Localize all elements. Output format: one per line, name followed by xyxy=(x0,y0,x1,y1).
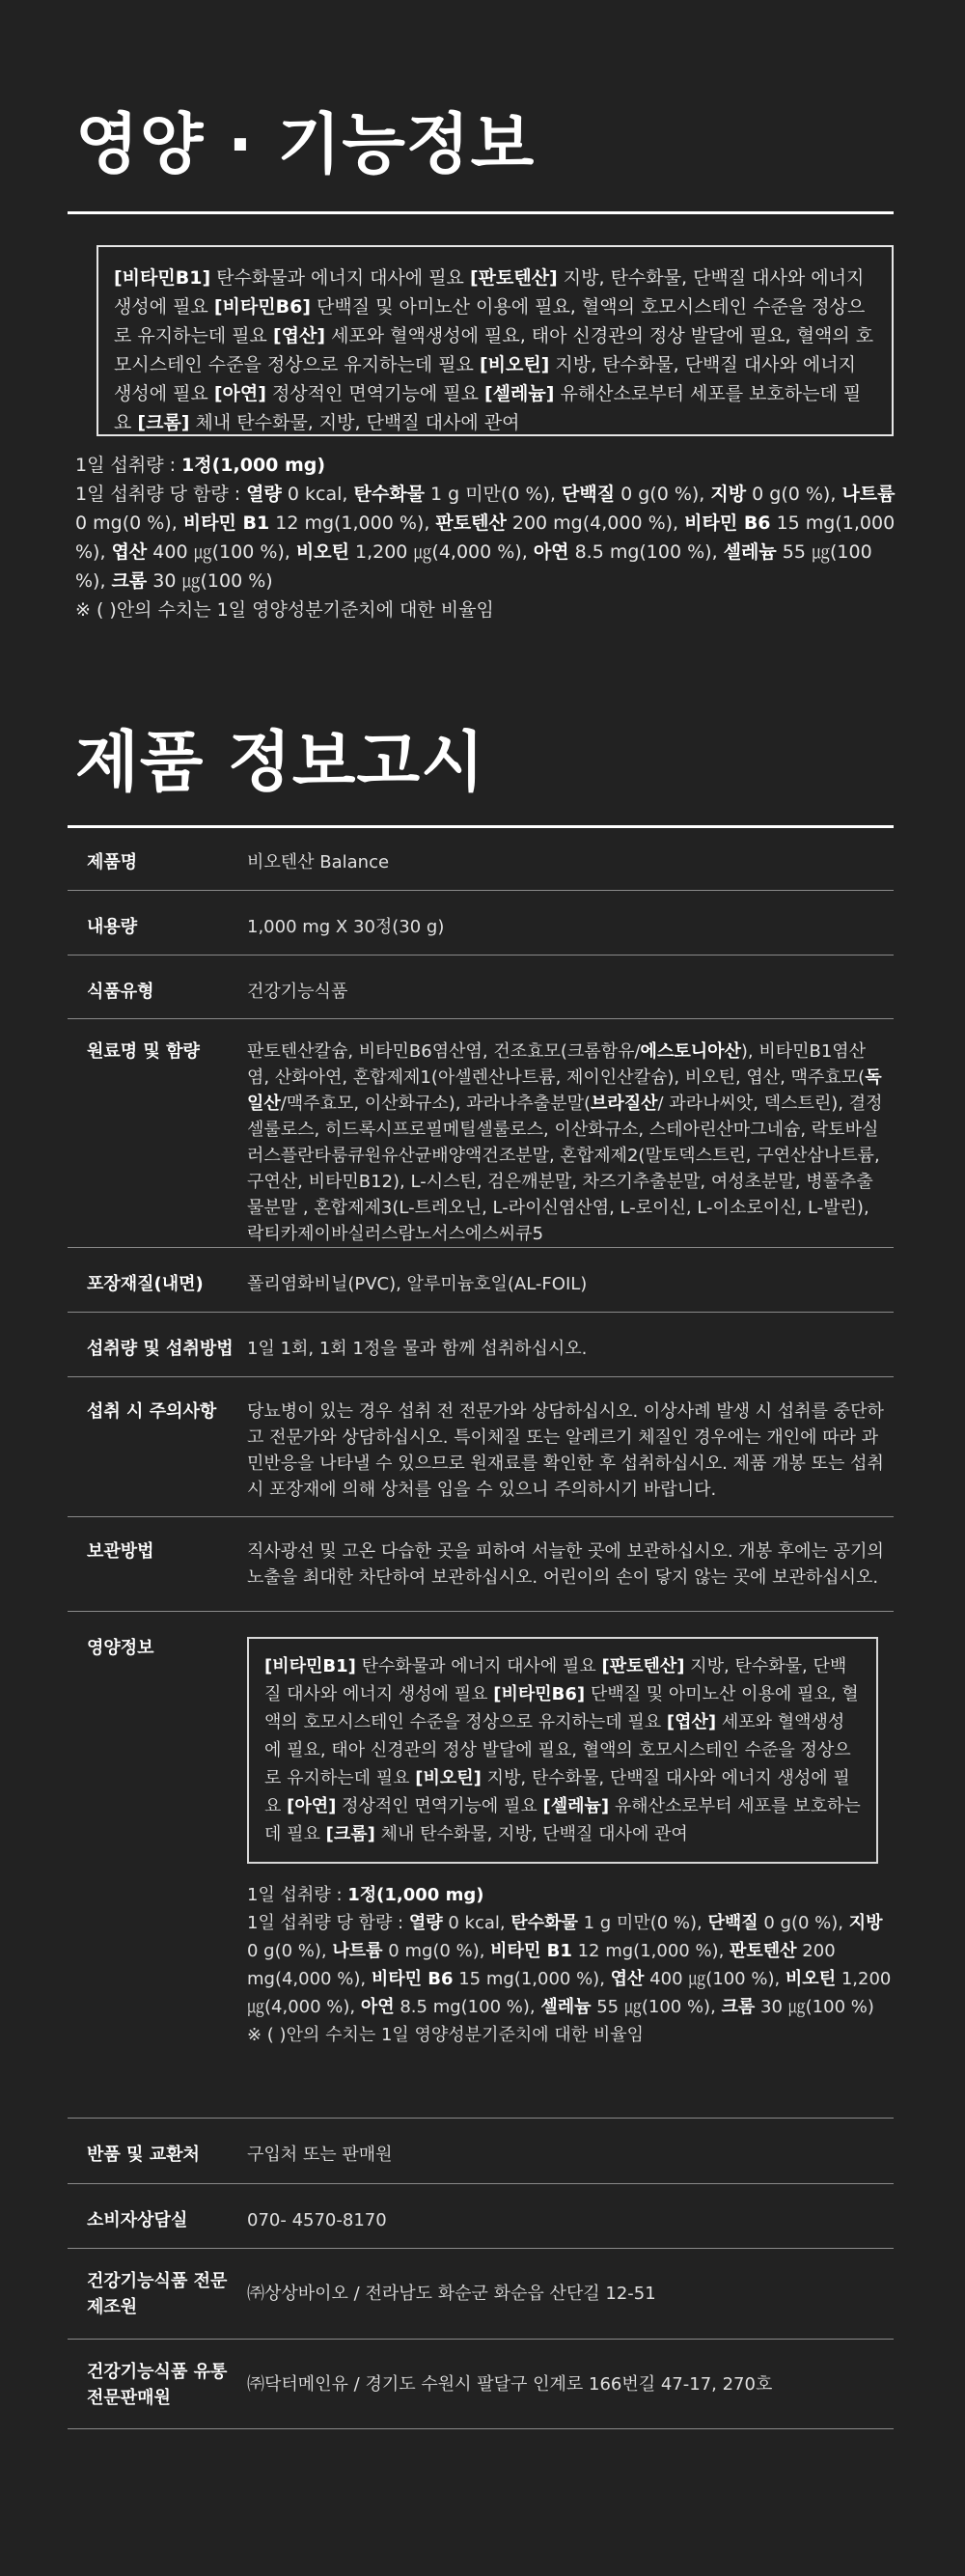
origin-country: 브라질산 xyxy=(590,1093,658,1114)
origin-country: 독일산 xyxy=(247,1066,882,1114)
function-desc: 지방, 탄수화물, 단백질 대사와 에너지 생성에 필요 xyxy=(114,267,865,318)
nutrient-name: 엽산 xyxy=(610,1968,645,1989)
function-desc: 정상적인 면역기능에 필요 xyxy=(336,1795,543,1816)
nutrient-value: 0 mg(0 %), xyxy=(382,1940,491,1961)
nutrient-name: 나트륨 xyxy=(841,484,896,505)
function-desc: 세포와 혈액생성에 필요, 태아 신경관의 정상 발달에 필요, 혈액의 호모시스테인 수준을 정상으로 유지하는데 필요 xyxy=(264,1711,851,1788)
daily-intake: 1일 섭취량 : 1정(1,000 mg) xyxy=(247,1884,484,1905)
nutrient-value: 0 g(0 %), xyxy=(247,1940,333,1961)
per-intake-label: 1일 섭취량 당 함량 : xyxy=(75,484,247,505)
function-tag: [비타민B1] xyxy=(264,1655,356,1676)
table-row xyxy=(68,1376,894,1516)
nutrient-name: 열량 xyxy=(246,484,282,505)
nutrient-value: 8.5 mg(100 %), xyxy=(568,541,724,563)
nutrient-name: 엽산 xyxy=(111,541,148,563)
nutrient-name: 셀레늄 xyxy=(723,541,777,563)
nutrient-name: 열량 xyxy=(408,1912,443,1933)
nutrient-value: 400 ㎍(100 %), xyxy=(147,541,296,563)
nutrient-name: 지방 xyxy=(848,1912,883,1933)
footnote: ※ ( )안의 수치는 1일 영양성분기준치에 대한 비율임 xyxy=(75,599,494,621)
nutrition-function-title: 영양 · 기능정보 xyxy=(75,107,536,183)
row-key: 원료명 및 함량 xyxy=(68,1018,247,1247)
table-row xyxy=(68,1312,894,1376)
nutrient-value: 1,200 ㎍(4,000 %), xyxy=(348,541,534,563)
nutrient-value: 12 mg(1,000 %), xyxy=(269,512,436,534)
function-desc: 체내 탄수화물, 지방, 단백질 대사에 관여 xyxy=(189,412,520,433)
product-info-title: 제품 정보고시 xyxy=(75,725,485,801)
row-key: 내용량 xyxy=(68,890,247,955)
function-desc: 지방, 탄수화물, 단백질 대사와 에너지 생성에 필요 xyxy=(264,1767,850,1816)
nutrient-value: 0 g(0 %), xyxy=(758,1912,849,1933)
nutrient-value: 200 mg(4,000 %), xyxy=(247,1940,836,1989)
nutrient-value: 0 kcal, xyxy=(442,1912,511,1933)
function-tag: [크롬] xyxy=(137,412,190,433)
table-row xyxy=(68,2339,894,2428)
function-desc: 단백질 및 아미노산 이용에 필요, 혈액의 호모시스테인 수준을 정상으로 유지하는데 필요 xyxy=(264,1683,859,1732)
nutrient-value: 15 mg(1,000 %), xyxy=(75,512,896,563)
function-tag: [비타민B1] xyxy=(114,267,211,289)
nutrient-value: 1 g 미만(0 %), xyxy=(577,1912,708,1933)
function-desc: 체내 탄수화물, 지방, 단백질 대사에 관여 xyxy=(374,1823,688,1844)
nutrient-name: 단백질 xyxy=(562,484,616,505)
nutrient-value: 0 g(0 %), xyxy=(746,484,842,505)
row-key: 섭취 시 주의사항 xyxy=(68,1376,247,1516)
table-row xyxy=(68,955,894,1018)
row-value: 폴리염화비닐(PVC), 알루미늄호일(AL-FOIL) xyxy=(247,1247,894,1312)
function-tag: [셀레늄] xyxy=(542,1795,610,1816)
ingredient-text: /맥주효모, 이산화규소), 과라나추출분말( xyxy=(280,1093,591,1114)
function-tag: [엽산] xyxy=(272,325,326,346)
nutrient-value: 0 kcal, xyxy=(281,484,354,505)
function-tag: [크롬] xyxy=(325,1823,375,1844)
nutrient-name: 셀레늄 xyxy=(540,1996,592,2017)
row-value: 비오텐산 Balance xyxy=(247,826,894,890)
function-tag: [아연] xyxy=(213,383,266,404)
ingredients-value xyxy=(247,1018,894,1247)
ingredient-text: 판토텐산칼슘, 비타민B6염산염, 건조효모(크롬함유/ xyxy=(247,1040,641,1062)
row-value: 당뇨병이 있는 경우 섭취 전 전문가와 상담하십시오. 이상사례 발생 시 섭취를 중단하고 전문가와 상담하십시오. 특이체질 또는 알레르기 체질인 경우에는 개인에 따라 과민반응을 나타낼 수 있으므로 원재료를 확인한 후 섭취하십시오. 제품 개봉 또는 섭취 시 포장재에 의해 상처를 입을 수 있으니 주의하시기 바랍니다. xyxy=(247,1376,894,1516)
nutrient-value: 0 g(0 %), xyxy=(615,484,711,505)
row-value: ㈜상상바이오 / 전라남도 화순군 화순읍 산단길 12-51 xyxy=(247,2248,894,2339)
nutrient-name: 크롬 xyxy=(111,570,148,592)
row-key: 보관방법 xyxy=(68,1516,247,1611)
intake-info-2 xyxy=(247,1881,894,2049)
nutrient-name: 지방 xyxy=(710,484,747,505)
nutrient-name: 나트륨 xyxy=(332,1940,383,1961)
nutrient-value: 1,200 ㎍(4,000 %), xyxy=(247,1968,892,2017)
nutrient-name: 비타민 B6 xyxy=(684,512,771,534)
function-list xyxy=(264,1656,861,1844)
table-row xyxy=(68,2248,894,2339)
nutrient-value: 200 mg(4,000 %), xyxy=(506,512,685,534)
function-tag: [비오틴] xyxy=(415,1767,482,1788)
table-row xyxy=(68,1516,894,1611)
function-tag: [비오틴] xyxy=(479,354,550,375)
nutrient-value: 400 ㎍(100 %), xyxy=(644,1968,786,1989)
function-info-box xyxy=(96,245,894,436)
row-key: 영양정보 xyxy=(68,1611,247,2118)
title-divider xyxy=(68,211,894,214)
function-desc: 유해산소로부터 세포를 보호하는데 필요 xyxy=(264,1795,861,1844)
nutrient-name: 비오틴 xyxy=(295,541,349,563)
nutrient-name: 아연 xyxy=(533,541,569,563)
nutrient-name: 비타민 B1 xyxy=(182,512,270,534)
function-desc: 단백질 및 아미노산 이용에 필요, 혈액의 호모시스테인 수준을 정상으로 유지하는데 필요 xyxy=(114,296,866,346)
function-desc: 유해산소로부터 세포를 보호하는데 필요 xyxy=(114,383,862,433)
nutrient-value: 30 ㎍(100 %) xyxy=(147,570,273,592)
row-key: 포장재질(내면) xyxy=(68,1247,247,1312)
function-tag: [셀레늄] xyxy=(484,383,555,404)
per-intake-label: 1일 섭취량 당 함량 : xyxy=(247,1912,409,1933)
nutrient-value: 8.5 mg(100 %), xyxy=(394,1996,541,2017)
nutrient-name: 탄수화물 xyxy=(353,484,425,505)
nutrient-value: 55 ㎍(100 %), xyxy=(591,1996,722,2017)
function-desc: 정상적인 면역기능에 필요 xyxy=(265,383,484,404)
table-row xyxy=(68,826,894,890)
ingredient-text: / 과라나씨앗, 덱스트린), 결정셀룰로스, 히드록시프로필메틸셀룰로스, 이산화규소, 스테아린산마그네슘, 락토바실러스플란타룸큐원유산균배양액건조분말, 혼합제제2(말토덱스트린, 구연산삼나트륨, 구연산, 비타민B12), L-시스틴, 검은깨분말, 차즈기추출분말, 여성초분말, 병풀추출물분말 , 혼합제제3(L-트레오닌, L-라이신염산염, L-로이신, L-이소로이신, L-발린), 락티카제이바실러스람노서스에스씨큐5 xyxy=(247,1093,883,1244)
nutrient-content xyxy=(247,1909,894,2021)
row-value: 070- 4570-8170 xyxy=(247,2183,894,2248)
row-value: 직사광선 및 고온 다습한 곳을 피하여 서늘한 곳에 보관하십시오. 개봉 후에는 공기의 노출을 최대한 차단하여 보관하십시오. 어린이의 손이 닿지 않는 곳에 보관하십시오. xyxy=(247,1516,894,1611)
table-row xyxy=(68,1611,894,2118)
nutrient-value: 55 ㎍(100 %), xyxy=(75,541,872,592)
nutrient-name: 아연 xyxy=(360,1996,395,2017)
nutrient-name: 판토텐산 xyxy=(730,1940,797,1961)
nutrient-value: 0 mg(0 %), xyxy=(75,512,183,534)
nutrient-name: 비타민 B6 xyxy=(371,1968,454,1989)
function-desc: 세포와 혈액생성에 필요, 태아 신경관의 정상 발달에 필요, 혈액의 호모시스테인 수준을 정상으로 유지하는데 필요 xyxy=(114,325,874,375)
intake-info xyxy=(75,451,905,624)
nutrient-name: 비오틴 xyxy=(785,1968,837,1989)
footnote: ※ ( )안의 수치는 1일 영양성분기준치에 대한 비율임 xyxy=(247,2024,645,2045)
table-row xyxy=(68,890,894,955)
row-key: 식품유형 xyxy=(68,955,247,1018)
function-desc: 탄수화물과 에너지 대사에 필요 xyxy=(210,267,470,289)
row-key: 섭취량 및 섭취방법 xyxy=(68,1312,247,1376)
ingredient-text: ), 비타민B1염산염, 산화아연, 혼합제제1(아셀렌산나트륨, 제이인산칼슘), 비오틴, 엽산, 맥주효모( xyxy=(247,1040,867,1088)
product-info-table xyxy=(68,826,894,2429)
origin-country: 에스토니아산 xyxy=(640,1040,741,1062)
nutrient-name: 단백질 xyxy=(707,1912,758,1933)
row-value: 구입처 또는 판매원 xyxy=(247,2118,894,2183)
function-tag: [엽산] xyxy=(666,1711,717,1732)
nutrient-name: 크롬 xyxy=(721,1996,756,2017)
row-value: 건강기능식품 xyxy=(247,955,894,1018)
table-row xyxy=(68,2118,894,2183)
function-desc: 탄수화물과 에너지 대사에 필요 xyxy=(355,1655,602,1676)
function-list xyxy=(114,267,873,433)
table-row xyxy=(68,1247,894,1312)
nutrient-value: 15 mg(1,000 %), xyxy=(453,1968,611,1989)
nutrient-name: 판토텐산 xyxy=(435,512,507,534)
table-row xyxy=(68,1018,894,1247)
row-value: ㈜닥터메인유 / 경기도 수원시 팔달구 인계로 166번길 47-17, 270호 xyxy=(247,2339,894,2428)
function-info-box-2 xyxy=(247,1637,878,1864)
function-tag: [비타민B6] xyxy=(213,296,311,318)
nutrient-name: 탄수화물 xyxy=(510,1912,578,1933)
function-desc: 지방, 탄수화물, 단백질 대사와 에너지 생성에 필요 xyxy=(114,354,856,404)
function-desc: 지방, 탄수화물, 단백질 대사와 에너지 생성에 필요 xyxy=(264,1655,847,1704)
nutrient-value: 1 g 미만(0 %), xyxy=(424,484,562,505)
function-tag: [판토텐산] xyxy=(469,267,558,289)
nutrient-value: 12 mg(1,000 %), xyxy=(571,1940,731,1961)
row-key: 건강기능식품 유통전문판매원 xyxy=(68,2339,247,2428)
row-key: 소비자상담실 xyxy=(68,2183,247,2248)
row-key: 제품명 xyxy=(68,826,247,890)
nutrient-content xyxy=(75,480,905,596)
table-row xyxy=(68,2183,894,2248)
function-tag: [비타민B6] xyxy=(493,1683,586,1704)
nutrient-name: 비타민 B1 xyxy=(490,1940,572,1961)
daily-intake: 1일 섭취량 : 1정(1,000 mg) xyxy=(75,455,326,476)
row-key: 반품 및 교환처 xyxy=(68,2118,247,2183)
function-tag: [판토텐산] xyxy=(601,1655,685,1676)
function-tag: [아연] xyxy=(287,1795,337,1816)
row-key: 건강기능식품 전문제조원 xyxy=(68,2248,247,2339)
nutrient-value: 30 ㎍(100 %) xyxy=(755,1996,874,2017)
nutrition-cell xyxy=(247,1611,894,2118)
row-value: 1,000 mg X 30정(30 g) xyxy=(247,890,894,955)
row-value: 1일 1회, 1회 1정을 물과 함께 섭취하십시오. xyxy=(247,1312,894,1376)
